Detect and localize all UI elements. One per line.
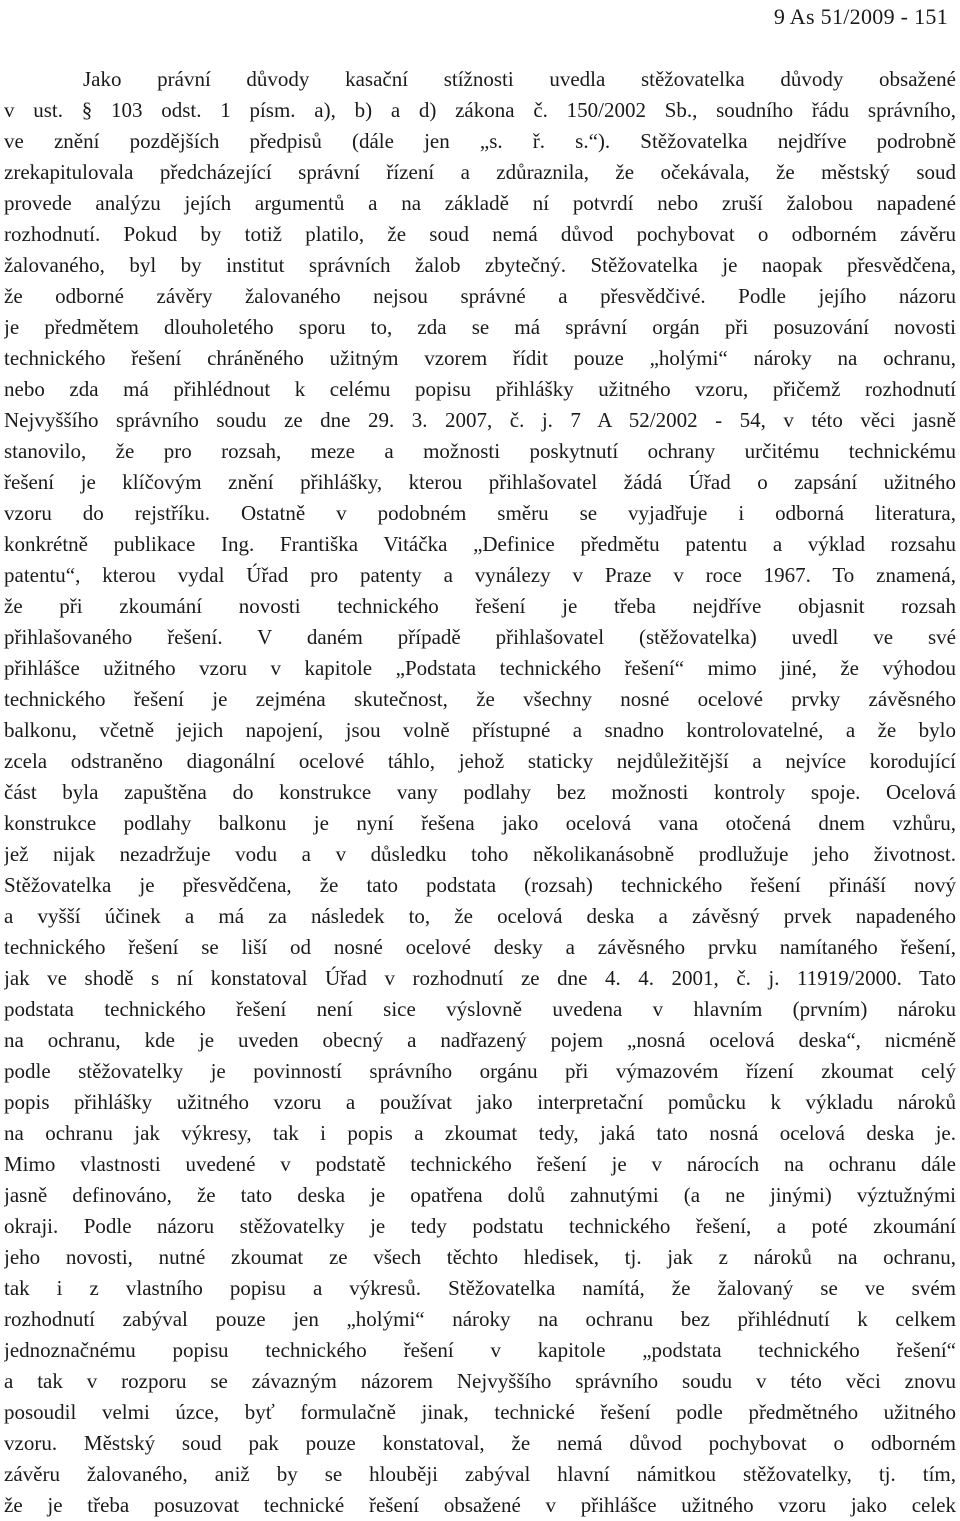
paragraph-line: ve znění pozdějších předpisů (dále jen „s. ř. s.“). Stěžovatelka nejdříve podrobně	[4, 129, 956, 153]
paragraph-line: přihlášce užitného vzoru v kapitole „Podstata technického řešení“ mimo jiné, že výhodou	[4, 656, 956, 680]
paragraph-line: a vyšší účinek a má za následek to, že ocelová deska a závěsný prvek napadeného	[4, 904, 956, 928]
paragraph-line: tak i z vlastního popisu a výkresů. Stěžovatelka namítá, že žalovaný se ve svém	[4, 1276, 956, 1300]
paragraph-line: řešení je klíčovým znění přihlášky, kterou přihlašovatel žádá Úřad o zapsání užitného	[4, 470, 956, 494]
paragraph-line: že je třeba posuzovat technické řešení obsažené v přihlášce užitného vzoru jako celek	[4, 1493, 956, 1517]
paragraph-line: zcela odstraněno diagonální ocelové táhlo, jehož staticky nejdůležitější a nejvíce korodující	[4, 749, 956, 773]
paragraph-line: že odborné závěry žalovaného nejsou správné a přesvědčivé. Podle jejího názoru	[4, 284, 956, 308]
paragraph-line: Jako právní důvody kasační stížnosti uvedla stěžovatelka důvody obsažené	[83, 67, 956, 91]
paragraph-line: nebo zda má přihlédnout k celému popisu přihlášky užitného vzoru, přičemž rozhodnutí	[4, 377, 956, 401]
paragraph-line: konstrukce podlahy balkonu je nyní řešena jako ocelová vana otočená dnem vzhůru,	[4, 811, 956, 835]
paragraph-line: v ust. § 103 odst. 1 písm. a), b) a d) zákona č. 150/2002 Sb., soudního řádu správního,	[4, 98, 956, 122]
paragraph-line: vzoru do rejstříku. Ostatně v podobném směru se vyjadřuje i odborná literatura,	[4, 501, 956, 525]
paragraph-line: stanovilo, že pro rozsah, meze a možnosti poskytnutí ochrany určitému technickému	[4, 439, 956, 463]
paragraph-line: technického řešení je zejména skutečnost, že všechny nosné ocelové prvky závěsného	[4, 687, 956, 711]
paragraph-line: Nejvyššího správního soudu ze dne 29. 3. 2007, č. j. 7 A 52/2002 - 54, v této věci jasně	[4, 408, 956, 432]
paragraph-line: část byla zapuštěna do konstrukce vany podlahy bez možnosti kontroly spoje. Ocelová	[4, 780, 956, 804]
body-paragraph	[4, 64, 956, 1521]
paragraph-line: podstata technického řešení není sice výslovně uvedena v hlavním (prvním) nároku	[4, 997, 956, 1021]
paragraph-line: že při zkoumání novosti technického řešení je třeba nejdříve objasnit rozsah	[4, 594, 956, 618]
paragraph-line: jasně definováno, že tato deska je opatřena dolů zahnutými (a ne jinými) výztužnými	[4, 1183, 956, 1207]
paragraph-line: jež nijak nezadržuje vodu a v důsledku toho několikanásobně prodlužuje jeho životnost.	[4, 842, 956, 866]
paragraph-line: přihlašovaného řešení. V daném případě přihlašovatel (stěžovatelka) uvedl ve své	[4, 625, 956, 649]
paragraph-line: popis přihlášky užitného vzoru a používat jako interpretační pomůcku k výkladu nároků	[4, 1090, 956, 1114]
paragraph-line: okraji. Podle názoru stěžovatelky je tedy podstatu technického řešení, a poté zkoumání	[4, 1214, 956, 1238]
paragraph-line: Mimo vlastnosti uvedené v podstatě technického řešení je v nárocích na ochranu dále	[4, 1152, 956, 1176]
paragraph-line: je předmětem dlouholetého sporu to, zda se má správní orgán při posuzování novosti	[4, 315, 956, 339]
paragraph-line: na ochranu, kde je uveden obecný a nadřazený pojem „nosná ocelová deska“, nicméně	[4, 1028, 956, 1052]
paragraph-line: zrekapitulovala předcházející správní řízení a zdůraznila, že očekávala, že městský soud	[4, 160, 956, 184]
paragraph-line: konkrétně publikace Ing. Františka Vitáčka „Definice předmětu patentu a výklad rozsahu	[4, 532, 956, 556]
paragraph-line: jeho novosti, nutné zkoumat ze všech těchto hledisek, tj. jak z nároků na ochranu,	[4, 1245, 956, 1269]
paragraph-line: závěru žalovaného, aniž by se hlouběji zabýval hlavní námitkou stěžovatelky, tj. tím,	[4, 1462, 956, 1486]
paragraph-line: technického řešení chráněného užitným vzorem řídit pouze „holými“ nároky na ochranu,	[4, 346, 956, 370]
paragraph-line: jednoznačnému popisu technického řešení v kapitole „podstata technického řešení“	[4, 1338, 956, 1362]
paragraph-line: rozhodnutí. Pokud by totiž platilo, že soud nemá důvod pochybovat o odborném závěru	[4, 222, 956, 246]
paragraph-line: provede analýzu jejích argumentů a na základě ní potvrdí nebo zruší žalobou napadené	[4, 191, 956, 215]
paragraph-line: balkonu, včetně jejich napojení, jsou volně přístupné a snadno kontrolovatelné, a že bylo	[4, 718, 956, 742]
paragraph-line: vzoru. Městský soud pak pouze konstatoval, že nemá důvod pochybovat o odborném	[4, 1431, 956, 1455]
paragraph-line: jak ve shodě s ní konstatoval Úřad v rozhodnutí ze dne 4. 4. 2001, č. j. 11919/2000. Tato	[4, 966, 956, 990]
paragraph-line: Stěžovatelka je přesvědčena, že tato podstata (rozsah) technického řešení přináší nový	[4, 873, 956, 897]
case-reference: 9 As 51/2009 - 151	[773, 4, 948, 29]
paragraph-line: žalovaného, byl by institut správních žalob zbytečný. Stěžovatelka je naopak přesvědčena,	[4, 253, 956, 277]
paragraph-line: a tak v rozporu se závazným názorem Nejvyššího správního soudu v této věci znovu	[4, 1369, 956, 1393]
paragraph-line: technického řešení se liší od nosné ocelové desky a závěsného prvku namítaného řešení,	[4, 935, 956, 959]
paragraph-line: na ochranu jak výkresy, tak i popis a zkoumat tedy, jaká tato nosná ocelová deska je.	[4, 1121, 956, 1145]
paragraph-line: podle stěžovatelky je povinností správního orgánu při výmazovém řízení zkoumat celý	[4, 1059, 956, 1083]
paragraph-line: patentu“, kterou vydal Úřad pro patenty a vynálezy v Praze v roce 1967. To znamená,	[4, 563, 956, 587]
paragraph-line: rozhodnutí zabýval pouze jen „holými“ nároky na ochranu bez přihlédnutí k celkem	[4, 1307, 956, 1331]
paragraph-line: posoudil velmi úzce, byť formulačně jinak, technické řešení podle předmětného užitného	[4, 1400, 956, 1424]
